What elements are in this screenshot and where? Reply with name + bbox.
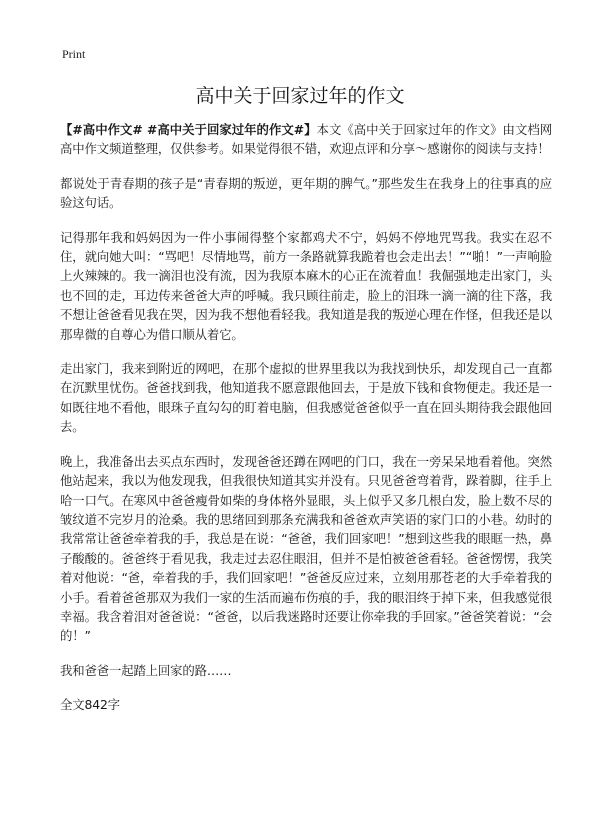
print-link[interactable]: Print (62, 47, 86, 61)
page-title: 高中关于回家过年的作文 (195, 85, 405, 107)
intro-tags: 【#高中作文# #高中关于回家过年的作文#】 (60, 122, 317, 137)
intro-text: 本文《高中关于回家过年的作文》由文档网高中作文频道整理，仅供参考。如果觉得很不错，欢迎点评和分享～感谢你的阅读与支持！ (60, 122, 552, 157)
word-count: 全文842字 (60, 697, 120, 713)
paragraph-5: 我和爸爸一起踏上回家的路…… (60, 662, 232, 678)
paragraph-3: 走出家门，我来到附近的网吧，在那个虚拟的世界里我以为我找到快乐，却发现自己一直都在沉默里忧伤。爸爸找到我，他知道我不愿意跟他回去，于是放下钱和食物便走。我还是一如既往地不看他，眼珠子直勾勾的盯着电脑，但我感觉爸爸似乎一直在回头期待我会跟他回去。 (60, 361, 552, 435)
paragraph-1: 都说处于青春期的孩子是“青春期的叛逆，更年期的脾气。”那些发生在我身上的往事真的应验这句话。 (60, 175, 552, 211)
intro-paragraph (60, 120, 552, 159)
paragraph-4: 晚上，我准备出去买点东西时，发现爸爸还蹲在网吧的门口，我在一旁呆呆地看着他。突然他站起来，我以为他发现我，但我很快知道其实并没有。只见爸爸弯着背，跺着脚，往手上哈一口气。在寒风中爸爸瘦骨如柴的身体格外显眼，头上似乎又多几根白发，脸上数不尽的皱纹道不完岁月的沧桑。我的思绪回到那条充满我和爸爸欢声笑语的家门口的小巷。幼时的我常常让爸爸牵着我的手，我总是在说：“爸爸，我们回家吧！”想到这些我的眼眶一热，鼻子酸酸的。爸爸终于看见我，我走过去忍住眼泪，但并不是怕被爸爸看轻。爸爸愣愣，我笑着对他说：“爸，牵着我的手，我们回家吧！”爸爸反应过来，立刻用那苍老的大手牵着我的小手。看着爸爸那双为我们一家的生活而遍布伤痕的手，我的眼泪终于掉下来，但我感觉很幸福。我含着泪对爸爸说：“爸爸，以后我迷路时还要让你牵我的手回家。”爸爸笑着说：“会的！” (60, 453, 552, 644)
article-body (60, 120, 552, 730)
paragraph-2: 记得那年我和妈妈因为一件小事闹得整个家都鸡犬不宁，妈妈不停地咒骂我。我实在忍不住，就向她大叫：“骂吧！尽情地骂，前方一条路就算我跪着也会走出去！”“啪！”一声响脸上火辣辣的。我一滴泪也没有流，因为我原本麻木的心正在流着血！我倔强地走出家门，头也不回的走，耳边传来爸爸大声的呼喊。我只顾往前走，脸上的泪珠一滴一滴的往下落，我不想让爸爸看见我在哭，因为我不想他看轻我。我知道是我的叛逆心理在作怪，但我还是以那卑微的自尊心为借口顺从着它。 (60, 229, 552, 342)
